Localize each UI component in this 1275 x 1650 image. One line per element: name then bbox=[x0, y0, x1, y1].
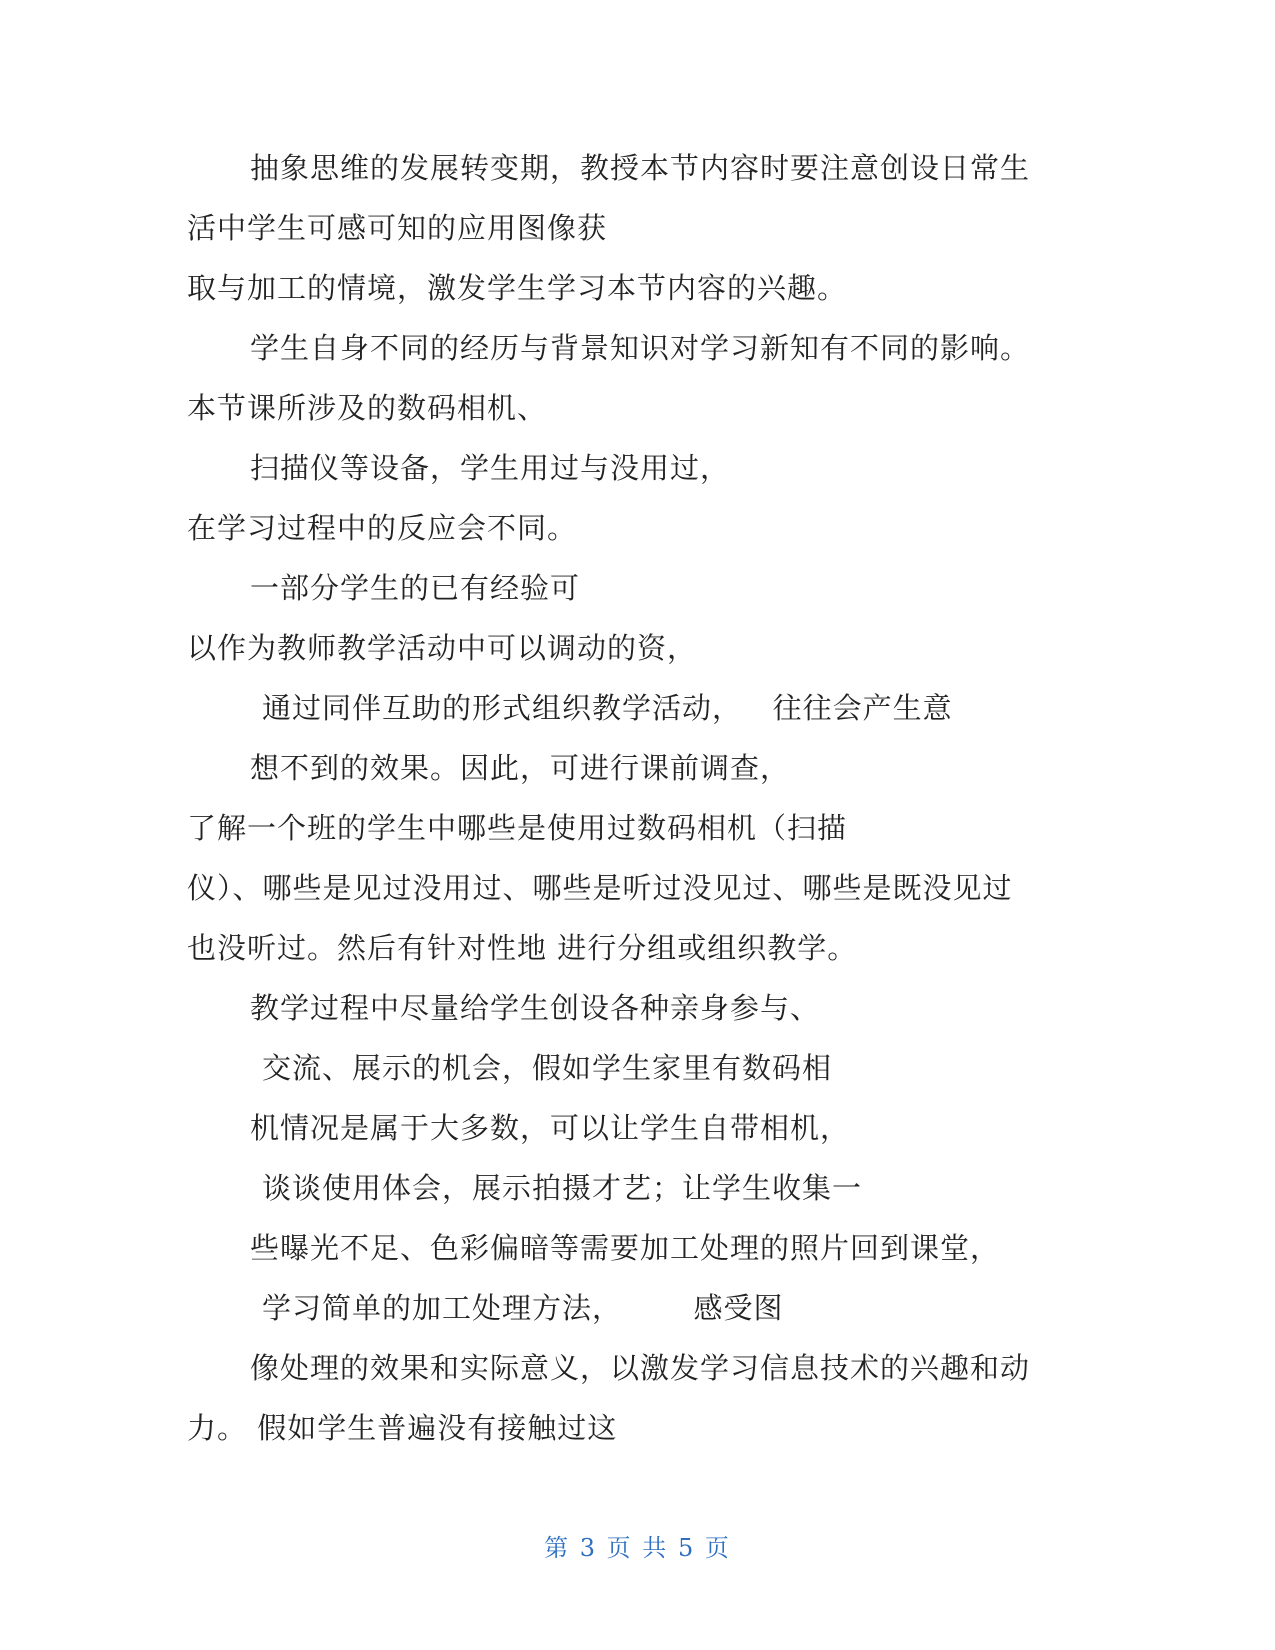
text-line-4: 学生自身不同的经历与背景知识对学习新知有不同的影响。 bbox=[250, 331, 1031, 365]
text-line-7: 在学习过程中的反应会不同。 bbox=[187, 511, 578, 545]
text-line-13: 仪）、哪些是见过没用过、哪些是听过没见过、哪些是既没见过 bbox=[187, 871, 1013, 905]
text-line-20: 学习简单的加工处理方法， 感受图 bbox=[262, 1291, 784, 1325]
text-line-2: 活中学生可感可知的应用图像获 bbox=[187, 211, 608, 245]
text-line-14: 也没听过。然后有针对性地 进行分组或组织教学。 bbox=[187, 931, 858, 965]
text-line-18: 谈谈使用体会，展示拍摄才艺；让学生收集一 bbox=[262, 1171, 863, 1205]
text-line-8: 一部分学生的已有经验可 bbox=[250, 571, 581, 605]
text-line-19: 些曝光不足、色彩偏暗等需要加工处理的照片回到课堂， bbox=[250, 1231, 1001, 1265]
text-line-11: 想不到的效果。因此，可进行课前调查， bbox=[250, 751, 791, 785]
text-line-10: 通过同伴互助的形式组织教学活动， 往往会产生意 bbox=[262, 691, 953, 725]
text-line-12: 了解一个班的学生中哪些是使用过数码相机（扫描 bbox=[187, 811, 848, 845]
text-line-16: 交流、展示的机会，假如学生家里有数码相 bbox=[262, 1051, 833, 1085]
page-number-footer: 第 3 页 共 5 页 bbox=[544, 1534, 731, 1562]
text-line-9: 以作为教师教学活动中可以调动的资， bbox=[187, 631, 698, 665]
text-line-6: 扫描仪等设备，学生用过与没用过， bbox=[250, 451, 731, 485]
text-line-21: 像处理的效果和实际意义，以激发学习信息技术的兴趣和动 bbox=[250, 1351, 1031, 1385]
text-line-17: 机情况是属于大多数，可以让学生自带相机， bbox=[250, 1111, 851, 1145]
text-line-1: 抽象思维的发展转变期，教授本节内容时要注意创设日常生 bbox=[250, 151, 1031, 185]
text-line-22: 力。 假如学生普遍没有接触过这 bbox=[187, 1411, 618, 1445]
text-line-3: 取与加工的情境，激发学生学习本节内容的兴趣。 bbox=[187, 271, 848, 305]
text-line-15: 教学过程中尽量给学生创设各种亲身参与、 bbox=[250, 991, 821, 1025]
text-line-5: 本节课所涉及的数码相机、 bbox=[187, 391, 548, 425]
